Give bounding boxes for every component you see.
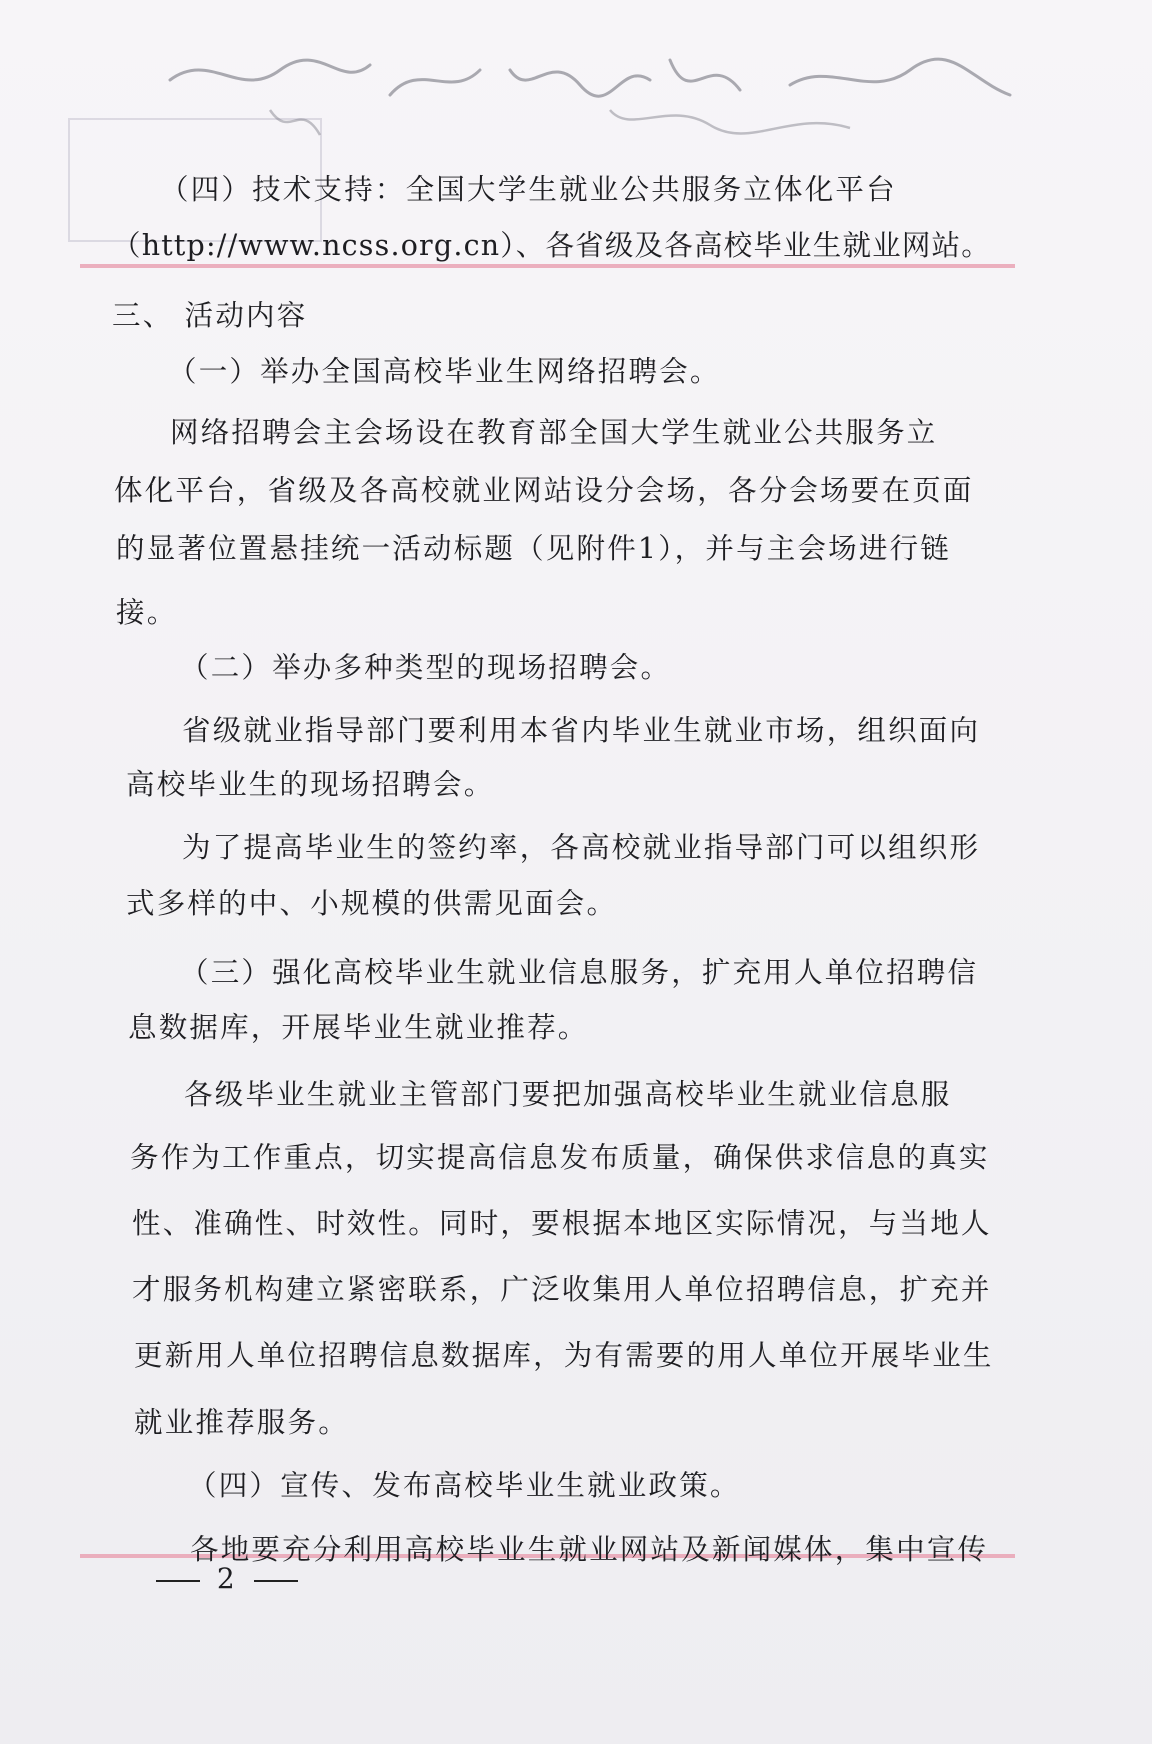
text-line: 息数据库，开展毕业生就业推荐。 bbox=[128, 1011, 589, 1044]
subsection-heading: （二）举办多种类型的现场招聘会。 bbox=[180, 651, 672, 684]
subsection-heading: （三）强化高校毕业生就业信息服务，扩充用人单位招聘信 bbox=[180, 956, 979, 989]
text-line: 就业推荐服务。 bbox=[134, 1406, 349, 1439]
text-line: （http://www.ncss.org.cn）、各省级及各高校毕业生就业网站。 bbox=[112, 229, 991, 262]
handwritten-signatures bbox=[150, 40, 1030, 150]
text-line: 各级毕业生就业主管部门要把加强高校毕业生就业信息服 bbox=[184, 1078, 952, 1111]
text-line: 务作为工作重点，切实提高信息发布质量，确保供求信息的真实 bbox=[130, 1141, 990, 1174]
text-line: 式多样的中、小规模的供需见面会。 bbox=[126, 887, 618, 920]
text-line: 高校毕业生的现场招聘会。 bbox=[126, 768, 495, 801]
text-line: 网络招聘会主会场设在教育部全国大学生就业公共服务立 bbox=[170, 416, 938, 449]
subsection-heading: （四）宣传、发布高校毕业生就业政策。 bbox=[188, 1469, 741, 1502]
text-line: 为了提高毕业生的签约率，各高校就业指导部门可以组织形 bbox=[182, 831, 981, 864]
page-number bbox=[150, 1562, 304, 1595]
text-line: 省级就业指导部门要利用本省内毕业生就业市场，组织面向 bbox=[182, 714, 981, 747]
text-line: （四）技术支持：全国大学生就业公共服务立体化平台 bbox=[160, 173, 897, 206]
text-line: 更新用人单位招聘信息数据库，为有需要的用人单位开展毕业生 bbox=[134, 1339, 994, 1372]
text-line: 的显著位置悬挂统一活动标题（见附件1），并与主会场进行链 bbox=[116, 532, 951, 565]
page-number-value: 2 bbox=[216, 1562, 237, 1595]
text-line: 体化平台，省级及各高校就业网站设分会场，各分会场要在页面 bbox=[114, 474, 974, 507]
text-line: 各地要充分利用高校毕业生就业网站及新闻媒体，集中宣传 bbox=[190, 1533, 989, 1566]
text-line: 接。 bbox=[116, 596, 178, 629]
page-number-dash-right bbox=[254, 1580, 298, 1582]
subsection-heading: （一）举办全国高校毕业生网络招聘会。 bbox=[168, 355, 721, 388]
page-number-dash-left bbox=[156, 1580, 200, 1582]
text-line: 性、准确性、时效性。同时，要根据本地区实际情况，与当地人 bbox=[132, 1207, 992, 1240]
text-line: 才服务机构建立紧密联系，广泛收集用人单位招聘信息，扩充并 bbox=[132, 1273, 992, 1306]
section-heading: 三、 活动内容 bbox=[112, 299, 308, 332]
